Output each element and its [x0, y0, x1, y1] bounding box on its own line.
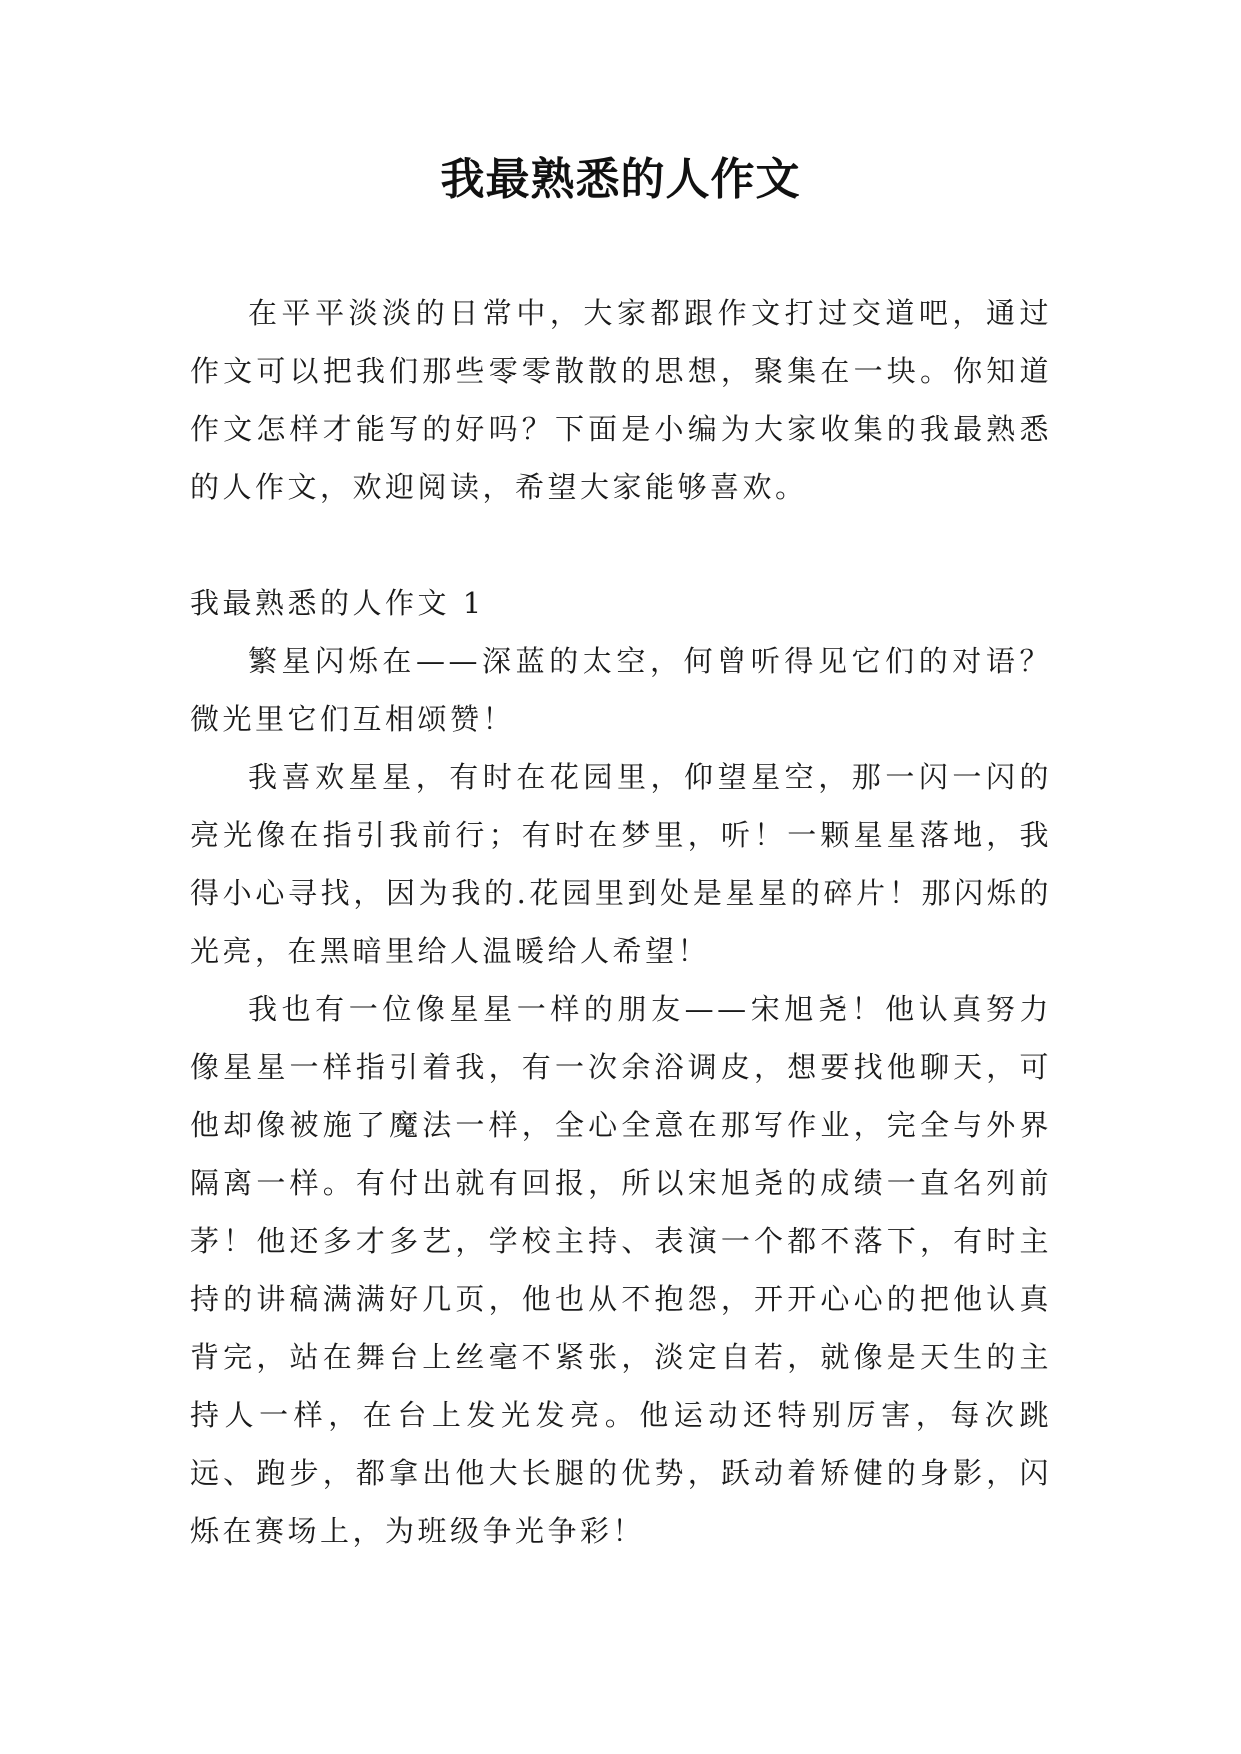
section-heading: 我最熟悉的人作文 1 — [190, 586, 485, 620]
essay-paragraph: 我喜欢星星，有时在花园里，仰望星空，那一闪一闪的亮光像在指引我前行；有时在梦里，听！一颗星星落地，我得小心寻找，因为我的.花园里到处是星星的碎片！那闪烁的光亮，在黑暗里给人温暖给人希望！ — [190, 760, 1052, 968]
intro-section — [190, 284, 1052, 516]
intro-paragraph: 在平平淡淡的日常中，大家都跟作文打过交道吧，通过作文可以把我们那些零零散散的思想，聚集在一块。你知道作文怎样才能写的好吗？下面是小编为大家收集的我最熟悉的人作文，欢迎阅读，希望大家能够喜欢。 — [190, 296, 1052, 504]
document-title: 我最熟悉的人作文 — [440, 154, 801, 205]
essay-paragraph: 繁星闪烁在——深蓝的太空，何曾听得见它们的对语？微光里它们互相颂赞！ — [190, 644, 1052, 736]
essay-paragraph: 我也有一位像星星一样的朋友——宋旭尧！他认真努力像星星一样指引着我，有一次余浴调皮，想要找他聊天，可他却像被施了魔法一样，全心全意在那写作业，完全与外界隔离一样。有付出就有回报，所以宋旭尧的成绩一直名列前茅！他还多才多艺，学校主持、表演一个都不落下，有时主持的讲稿满满好几页，他也从不抱怨，开开心心的把他认真背完，站在舞台上丝毫不紧张，淡定自若，就像是天生的主持人一样，在台上发光发亮。他运动还特别厉害，每次跳远、跑步，都拿出他大长腿的优势，跃动着矫健的身影，闪烁在赛场上，为班级争光争彩！ — [190, 992, 1052, 1548]
essay-body — [190, 632, 1052, 1560]
